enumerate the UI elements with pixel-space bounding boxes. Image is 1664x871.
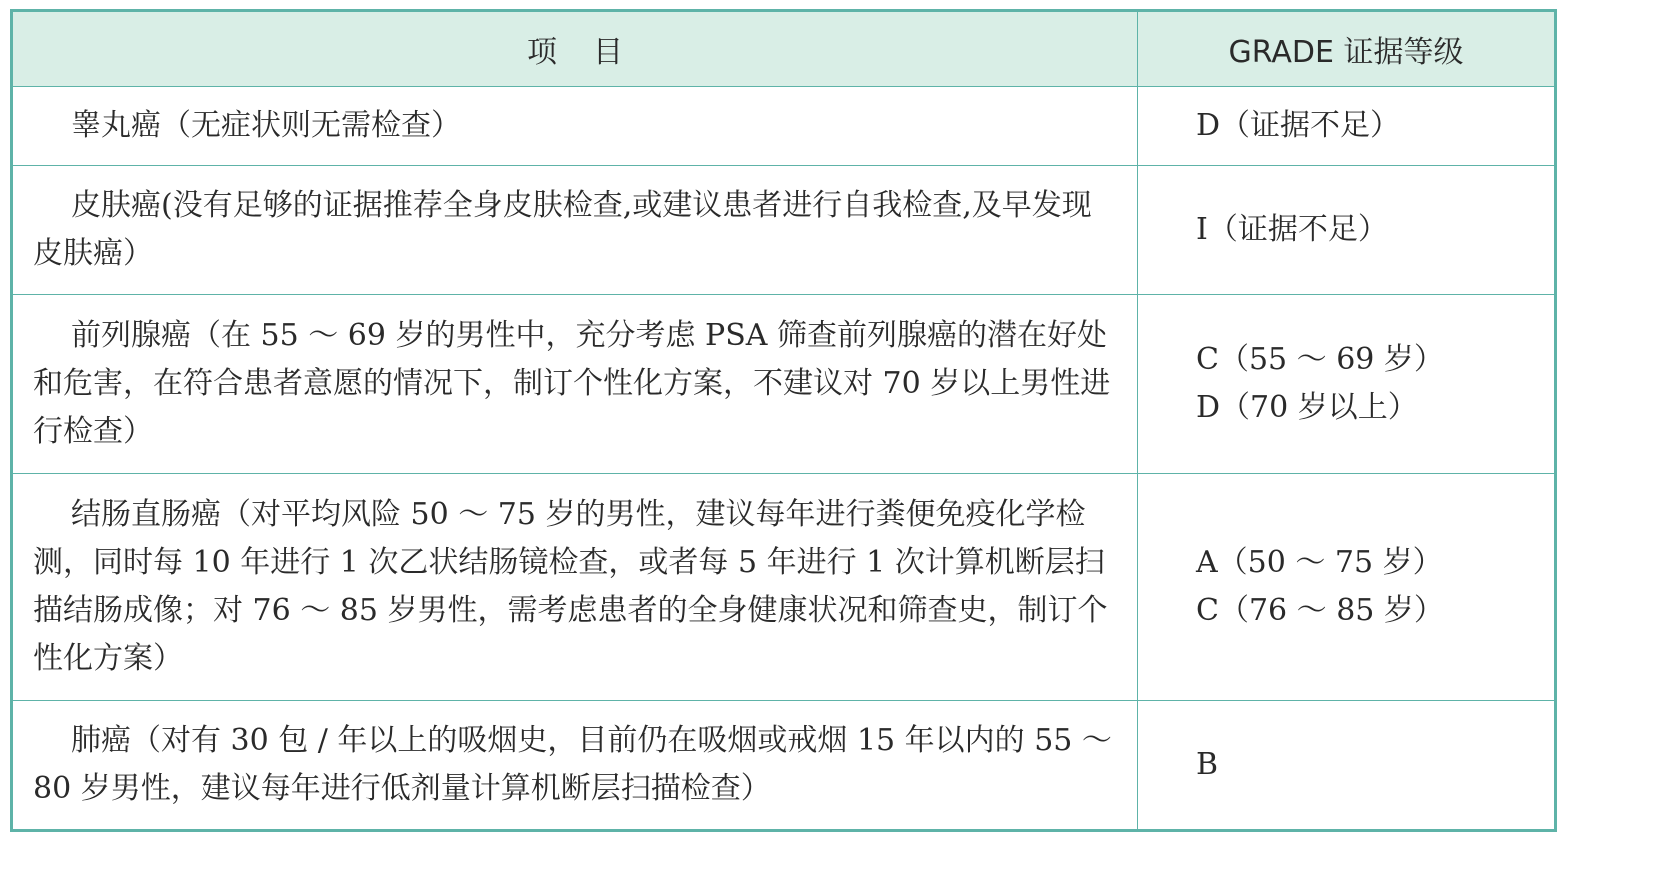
grade-value: I（证据不足） (1196, 212, 1388, 247)
row-item-colorectal-cancer: 结肠直肠癌（对平均风险 50 ～ 75 岁的男性，建议每年进行粪便免疫化学检测，同时每 10 年进行 1 次乙状结肠镜检查，或者每 5 年进行 1 次计算机断层扫描结肠成像；对 76 ～ 85 岁男性，需考虑患者的全身健康状况和筛查史，制订个性化方案） (13, 474, 1138, 701)
row-item-testicular-cancer: 睾丸癌（无症状则无需检查） (13, 87, 1138, 166)
header-row (13, 12, 1555, 87)
grade-value: B (1196, 747, 1219, 782)
row-grade-testicular-cancer (1138, 87, 1555, 166)
cancer-screening-table (12, 11, 1555, 830)
grade-value: C（76 ～ 85 岁） (1196, 593, 1444, 628)
row-item-prostate-cancer: 前列腺癌（在 55 ～ 69 岁的男性中，充分考虑 PSA 筛查前列腺癌的潜在好处和危害，在符合患者意愿的情况下，制订个性化方案，不建议对 70 岁以上男性进行检查） (13, 295, 1138, 474)
grade-value: A（50 ～ 75 岁） (1196, 545, 1443, 580)
table-row (13, 295, 1555, 474)
row-grade-prostate-cancer (1138, 295, 1555, 474)
table-body (13, 87, 1555, 830)
row-grade-colorectal-cancer (1138, 474, 1555, 701)
grade-value: D（70 岁以上） (1196, 390, 1418, 425)
grade-value: C（55 ～ 69 岁） (1196, 342, 1444, 377)
grade-value: D（证据不足） (1196, 108, 1401, 143)
table-row (13, 701, 1555, 830)
row-grade-lung-cancer (1138, 701, 1555, 830)
row-item-lung-cancer: 肺癌（对有 30 包 / 年以上的吸烟史，目前仍在吸烟或戒烟 15 年以内的 55 ～ 80 岁男性，建议每年进行低剂量计算机断层扫描检查） (13, 701, 1138, 830)
table-row (13, 474, 1555, 701)
table-row (13, 87, 1555, 166)
row-grade-skin-cancer (1138, 166, 1555, 295)
table-row (13, 166, 1555, 295)
screening-table-frame (10, 9, 1557, 832)
header-item (13, 12, 1138, 87)
table-header (13, 12, 1555, 87)
header-item-label: 项目 (527, 35, 659, 70)
row-item-skin-cancer: 皮肤癌(没有足够的证据推荐全身皮肤检查,或建议患者进行自我检查,及早发现皮肤癌） (13, 166, 1138, 295)
header-grade: GRADE 证据等级 (1138, 12, 1555, 87)
